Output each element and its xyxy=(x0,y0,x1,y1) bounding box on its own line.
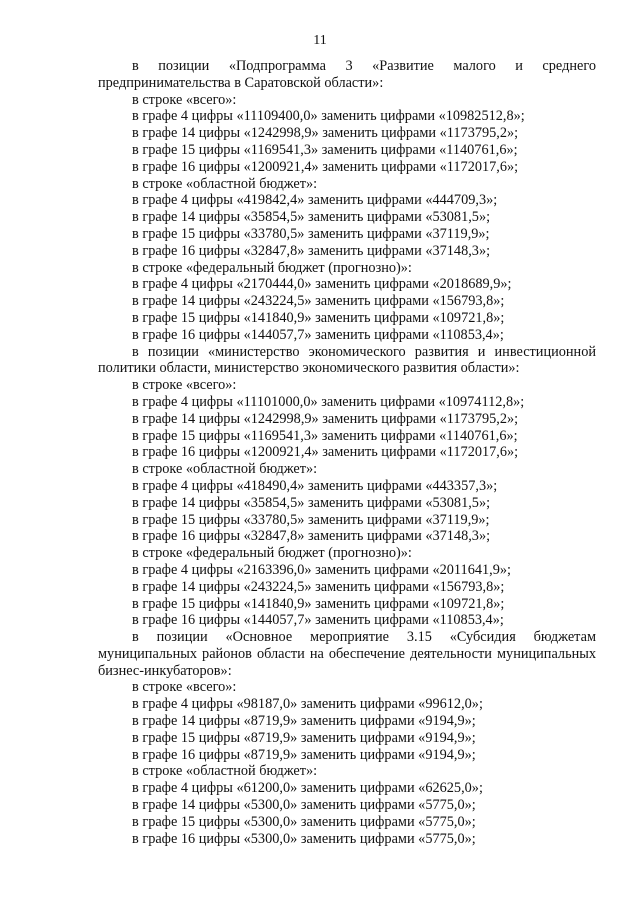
text-line: в графе 4 цифры «2163396,0» заменить цифрами «2011641,9»; xyxy=(132,561,511,578)
text-line: в графе 4 цифры «11101000,0» заменить цифрами «10974112,8»; xyxy=(132,393,525,410)
document-body xyxy=(98,58,596,847)
text-line: в графе 4 цифры «419842,4» заменить цифрами «444709,3»; xyxy=(132,192,498,209)
text-line: в графе 16 цифры «32847,8» заменить цифрами «37148,3»; xyxy=(132,528,491,545)
text-line: в графе 16 цифры «1200921,4» заменить цифрами «1172017,6»; xyxy=(132,158,519,175)
text-line: в графе 14 цифры «5300,0» заменить цифрами «5775,0»; xyxy=(132,797,476,814)
text-line: в графе 16 цифры «8719,9» заменить цифрами «9194,9»; xyxy=(132,746,476,763)
text-line: в графе 14 цифры «35854,5» заменить цифрами «53081,5»; xyxy=(132,209,491,226)
text-line: в графе 15 цифры «141840,9» заменить цифрами «109721,8»; xyxy=(132,309,505,326)
text-line: в графе 14 цифры «1242998,9» заменить цифрами «1173795,2»; xyxy=(132,125,519,142)
text-line: в графе 4 цифры «418490,4» заменить цифрами «443357,3»; xyxy=(132,477,498,494)
text-line: бизнес-инкубаторов»: xyxy=(98,662,232,679)
text-line: в графе 16 цифры «144057,7» заменить цифрами «110853,4»; xyxy=(132,612,504,629)
text-line: в графе 14 цифры «1242998,9» заменить цифрами «1173795,2»; xyxy=(132,410,519,427)
text-line: политики области, министерство экономического развития области»: xyxy=(98,360,520,377)
text-line: в позиции «Основное мероприятие 3.15 «Субсидия бюджетам xyxy=(132,629,596,646)
text-line: в графе 4 цифры «98187,0» заменить цифрами «99612,0»; xyxy=(132,696,483,713)
text-line: в строке «федеральный бюджет (прогнозно)»: xyxy=(132,259,412,276)
text-line: в графе 14 цифры «35854,5» заменить цифрами «53081,5»; xyxy=(132,494,491,511)
text-line: в графе 15 цифры «141840,9» заменить цифрами «109721,8»; xyxy=(132,595,505,612)
text-line: в графе 15 цифры «8719,9» заменить цифрами «9194,9»; xyxy=(132,729,476,746)
text-line: в графе 15 цифры «33780,5» заменить цифрами «37119,9»; xyxy=(132,225,490,242)
text-line: в позиции «Подпрограмма 3 «Развитие малого и среднего xyxy=(132,58,596,74)
text-line: в строке «всего»: xyxy=(132,377,237,394)
text-line: в графе 4 цифры «61200,0» заменить цифрами «62625,0»; xyxy=(132,780,483,797)
text-line: в графе 4 цифры «2170444,0» заменить цифрами «2018689,9»; xyxy=(132,276,512,293)
text-line: в графе 15 цифры «1169541,3» заменить цифрами «1140761,6»; xyxy=(132,141,518,158)
text-line: в строке «всего»: xyxy=(132,91,237,108)
text-line: в графе 15 цифры «33780,5» заменить цифрами «37119,9»; xyxy=(132,511,490,528)
text-line: в графе 15 цифры «1169541,3» заменить цифрами «1140761,6»; xyxy=(132,427,518,444)
text-line: в графе 14 цифры «243224,5» заменить цифрами «156793,8»; xyxy=(132,293,505,310)
text-line: в графе 14 цифры «243224,5» заменить цифрами «156793,8»; xyxy=(132,578,505,595)
text-line: муниципальных районов области на обеспечение деятельности муниципальных xyxy=(98,645,596,662)
text-line: в строке «всего»: xyxy=(132,679,237,696)
text-line: в строке «федеральный бюджет (прогнозно)»: xyxy=(132,545,412,562)
text-line: в строке «областной бюджет»: xyxy=(132,175,318,192)
text-line: в графе 16 цифры «32847,8» заменить цифрами «37148,3»; xyxy=(132,242,491,259)
text-line: в графе 15 цифры «5300,0» заменить цифрами «5775,0»; xyxy=(132,813,476,830)
text-line: в графе 16 цифры «5300,0» заменить цифрами «5775,0»; xyxy=(132,830,476,847)
text-line: предпринимательства в Саратовской области»: xyxy=(98,74,384,91)
text-line: в графе 14 цифры «8719,9» заменить цифрами «9194,9»; xyxy=(132,713,476,730)
page-number: 11 xyxy=(313,33,327,48)
text-line: в графе 16 цифры «144057,7» заменить цифрами «110853,4»; xyxy=(132,326,504,343)
text-line: в графе 4 цифры «11109400,0» заменить цифрами «10982512,8»; xyxy=(132,108,525,125)
text-line: в строке «областной бюджет»: xyxy=(132,763,318,780)
text-line: в позиции «министерство экономического развития и инвестиционной xyxy=(132,343,596,360)
text-line: в графе 16 цифры «1200921,4» заменить цифрами «1172017,6»; xyxy=(132,444,519,461)
text-line: в строке «областной бюджет»: xyxy=(132,461,318,478)
